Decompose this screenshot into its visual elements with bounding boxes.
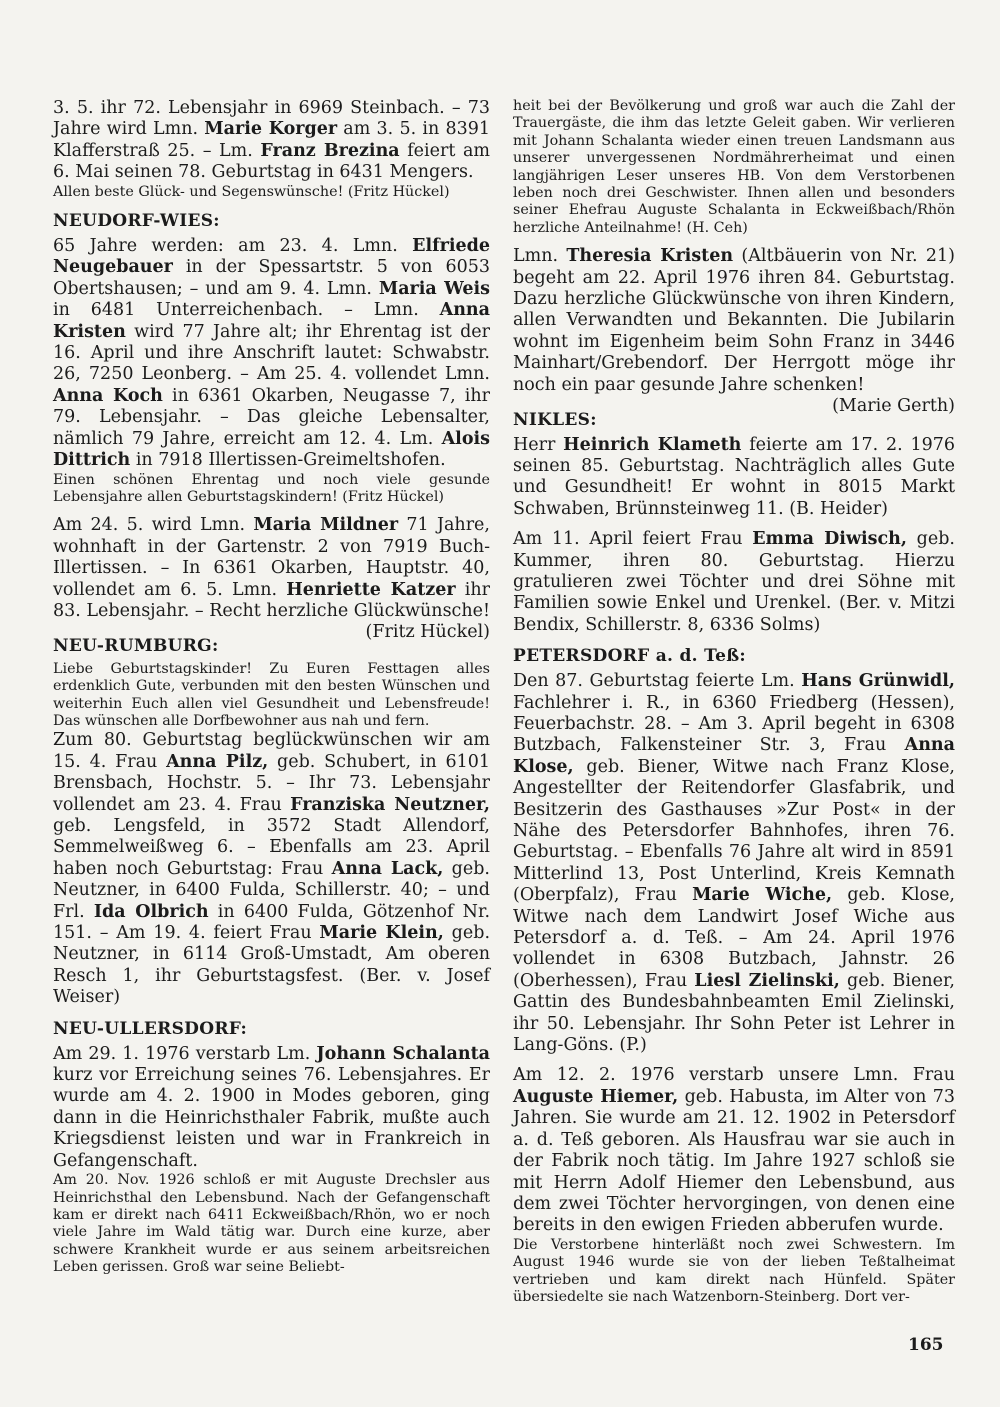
neu-ullersdorf-paragraph: Am 29. 1. 1976 verstarb Lm. Johann Schalanta kurz vor Erreichung seines 76. Lebensjahres. Er wurde am 4. 2. 1900 in Modes geboren, ging dann in die Heinrichsthaler Fabrik, mußte auch Kriegsdienst leisten und war in Frankreich in Gefangenschaft. — [53, 1043, 491, 1171]
section-heading-neu-ullersdorf: NEU-ULLERSDORF: — [53, 1018, 248, 1039]
petersdorf-paragraph: Den 87. Geburtstag feierte Lm. Hans Grünwidl, Fachlehrer i. R., in 6360 Friedberg (Hessen), Feuerbachstr. 28. – Am 3. April begeht in 6308 Butzbach, Falkensteiner Str. 3, Frau Anna Klose, geb. Biener, Witwe nach Franz Klose, Angestellter der Reitendorfer Glasfabrik, und Besitzerin des Gasthauses »Zur Post« in der Nähe des Petersdorfer Bahnhofes, ihren 76. Geburtstag. – Ebenfalls 76 Jahre alt wird in 8591 Mitterlind 13, Post Unterlind, Kreis Kemnath (Oberpfalz), Frau Marie Wiche, geb. Klose, Witwe nach dem Landwirt Josef Wiche aus Petersdorf a. d. Teß. – Am 24. April 1976 vollendet in 6308 Butzbach, Jahnstr. 26 (Oberhessen), Frau Liesl Zielinski, geb. Biener, Gattin des Bundesbahnbeamten Emil Zielinski, ihr 50. Lebensjahr. Ihr Sohn Peter ist Lehrer in Lang-Göns. (P.) — [513, 671, 956, 1056]
signature: (Marie Gerth) — [832, 396, 955, 417]
person-name: Anna Pilz, — [166, 751, 269, 772]
section-heading-neudorf-wies: NEUDORF-WIES: — [53, 211, 220, 232]
neu-rumburg-greeting: Liebe Geburtstagskinder! Zu Euren Festtagen alles erdenklich Gute, verbunden mit den besten Wünschen und weiterhin Euch allen viel Gesundheit und Lebensfreude! Das wünschen alle Dorfbewohner aus nah und fern. — [53, 660, 490, 729]
person-name: Ida Olbrich — [93, 901, 209, 922]
neudorf-paragraph-2: Am 24. 5. wird Lmn. Maria Mildner 71 Jahre, wohnhaft in der Gartenstr. 2 von 7919 Buch-Illertissen. – In 6361 Okarben, Hauptstr. 40, vollendet am 6. 5. Lmn. Henriette Katzer ihr 83. Lebensjahr. – Recht herzliche Glückwünsche! — [53, 515, 491, 621]
person-name: Marie Wiche, — [692, 885, 833, 906]
intro-greeting: Allen beste Glück- und Segenswünsche! (Fritz Hückel) — [53, 183, 450, 200]
person-name: Maria Weis — [378, 278, 491, 299]
hiemer-obituary: Die Verstorbene hinterläßt noch zwei Schwestern. Im August 1946 wurde sie von der lieben Teßtalheimat vertrieben und kam direkt nach Hünfeld. Später übersiedelte sie nach Watzenborn-Steinberg. Dort ver- — [513, 1236, 955, 1305]
right-column — [513, 98, 955, 1306]
person-name: Anna Klose, — [513, 735, 955, 777]
neudorf-greeting: Einen schönen Ehrentag und noch viele gesunde Lebensjahre allen Geburtstagskindern! (Fritz Hückel) — [53, 471, 490, 505]
person-name: Heinrich Klameth — [563, 434, 742, 455]
left-column — [53, 98, 490, 1277]
kristen-paragraph: Lmn. Theresia Kristen (Altbäuerin von Nr. 21) begeht am 22. April 1976 ihren 84. Geburtstag. Dazu herzliche Glückwünsche von ihren Kindern, allen Verwandten und Bekannten. Die Jubilarin wohnt im Eigenheim beim Sohn Franz in 3446 Mainhart/Grebendorf. Der Herrgott möge ihr noch ein paar gesunde Jahre schenken! — [513, 246, 955, 395]
signature: (Fritz Hückel) — [365, 622, 490, 643]
section-heading-petersdorf: PETERSDORF a. d. Teß: — [513, 646, 747, 667]
person-name: Hans Grünwidl, — [801, 671, 956, 692]
page-number: 165 — [908, 1335, 944, 1355]
intro-paragraph: 3. 5. ihr 72. Lebensjahr in 6969 Steinbach. – 73 Jahre wird Lmn. Marie Korger am 3. 5. in 8391 Klafferstraß 25. – Lm. Franz Brezina feiert am 6. Mai seinen 78. Geburtstag in 6431 Mengers. — [53, 98, 490, 183]
person-name: Marie Klein, — [319, 923, 444, 944]
neu-rumburg-paragraph: Zum 80. Geburtstag beglückwünschen wir am 15. 4. Frau Anna Pilz, geb. Schubert, in 6101 Brensbach, Hochstr. 5. – Ihr 73. Lebensjahr vollendet am 23. 4. Frau Franziska Neutzner, geb. Lengsfeld, in 3572 Stadt Allendorf, Semmelweißweg 6. – Ebenfalls am 23. April haben noch Geburtstag: Frau Anna Lack, geb. Neutzner, in 6400 Fulda, Schillerstr. 40; – und Frl. Ida Olbrich in 6400 Fulda, Götzenhof Nr. 151. – Am 19. 4. feiert Frau Marie Klein, geb. Neutzner, in 6114 Groß-Umstadt, Am oberen Resch 1, ihr Geburtstagsfest. (Ber. v. Josef Weiser) — [53, 730, 491, 1008]
person-name: Alois Dittrich — [53, 428, 490, 471]
person-name: Johann Schalanta — [316, 1043, 491, 1064]
person-name: Emma Diwisch, — [752, 529, 907, 550]
neudorf-paragraph: 65 Jahre werden: am 23. 4. Lmn. Elfriede Neugebauer in der Spessartstr. 5 von 6053 Obertshausen; – und am 9. 4. Lmn. Maria Weis in 6481 Unterreichenbach. – Lmn. Anna Kristen wird 77 Jahre alt; ihr Ehrentag ist der 16. April und ihre Anschrift lautet: Schwabstr. 26, 7250 Leonberg. – Am 25. 4. vollendet Lmn. Anna Koch in 6361 Okarben, Neugasse 7, ihr 79. Lebensjahr. – Das gleiche Lebensalter, nämlich 79 Jahre, erreicht am 12. 4. Lm. Alois Dittrich in 7918 Illertissen-Greimeltshofen. — [53, 236, 491, 471]
person-name: Theresia Kristen — [566, 246, 734, 267]
person-name: Elfriede Neugebauer — [53, 236, 490, 278]
person-name: Henriette Katzer — [286, 579, 456, 600]
obituary-continuation: heit bei der Bevölkerung und groß war auch die Zahl der Trauergäste, die ihm das letzte Geleit gaben. Wir verlieren mit Johann Schalanta wieder einen treuen Landsmann aus unserer unvergessenen Nordmährerheimat und einen langjährigen Leser unseres HB. Von dem Verstorbenen leben noch drei Geschwister. Ihnen allen und besonders seiner Ehefrau Auguste Schalanta in Eckweißbach/Rhön herzliche Anteilnahme! (H. Ceh) — [513, 98, 955, 236]
person-name: Anna Kristen — [53, 300, 490, 342]
person-name: Anna Lack, — [331, 858, 444, 879]
neu-ullersdorf-obituary: Am 20. Nov. 1926 schloß er mit Auguste Drechsler aus Heinrichsthal den Lebensbund. Nach der Gefangenschaft kam er direkt nach 6411 Eckweißbach/Rhön, wo er noch viele Jahre im Wald tätig war. Durch eine kurze, aber schwere Krankheit wurde er aus seinem arbeitsreichen Leben gerissen. Groß war seine Beliebt- — [53, 1172, 490, 1276]
nikles-paragraph: Herr Heinrich Klameth feierte am 17. 2. 1976 seinen 85. Geburtstag. Nachträglich alles Gute und Gesundheit! Er wohnt in 8015 Markt Schwaben, Brünnsteinweg 11. (B. Heider) — [513, 434, 955, 519]
person-name: Marie Korger — [204, 119, 338, 140]
person-name: Franziska Neutzner, — [290, 794, 490, 815]
hiemer-paragraph: Am 12. 2. 1976 verstarb unsere Lmn. Frau Auguste Hiemer, geb. Habusta, im Alter von 73 Jahren. Sie wurde am 21. 12. 1902 in Petersdorf a. d. Teß geboren. Als Hausfrau war sie auch in der Fabrik noch tätig. Im Jahre 1927 schloß sie mit Herrn Adolf Hiemer den Lebensbund, aus dem zwei Töchter hervorgingen, von denen eine bereits in den ewigen Frieden abberufen wurde. — [513, 1065, 955, 1236]
section-heading-neu-rumburg: NEU-RUMBURG: — [53, 635, 219, 656]
diwisch-paragraph: Am 11. April feiert Frau Emma Diwisch, geb. Kummer, ihren 80. Geburtstag. Hierzu gratulieren zwei Töchter und drei Söhne mit Familien sowie Enkel und Urenkel. (Ber. v. Mitzi Bendix, Schillerstr. 8, 6336 Solms) — [513, 529, 955, 635]
person-name: Auguste Hiemer, — [513, 1086, 679, 1107]
person-name: Liesl Zielinski, — [694, 970, 840, 991]
person-name: Anna Koch — [53, 385, 163, 406]
section-heading-nikles: NIKLES: — [513, 409, 597, 430]
person-name: Maria Mildner — [253, 515, 399, 536]
person-name: Franz Brezina — [260, 140, 400, 161]
